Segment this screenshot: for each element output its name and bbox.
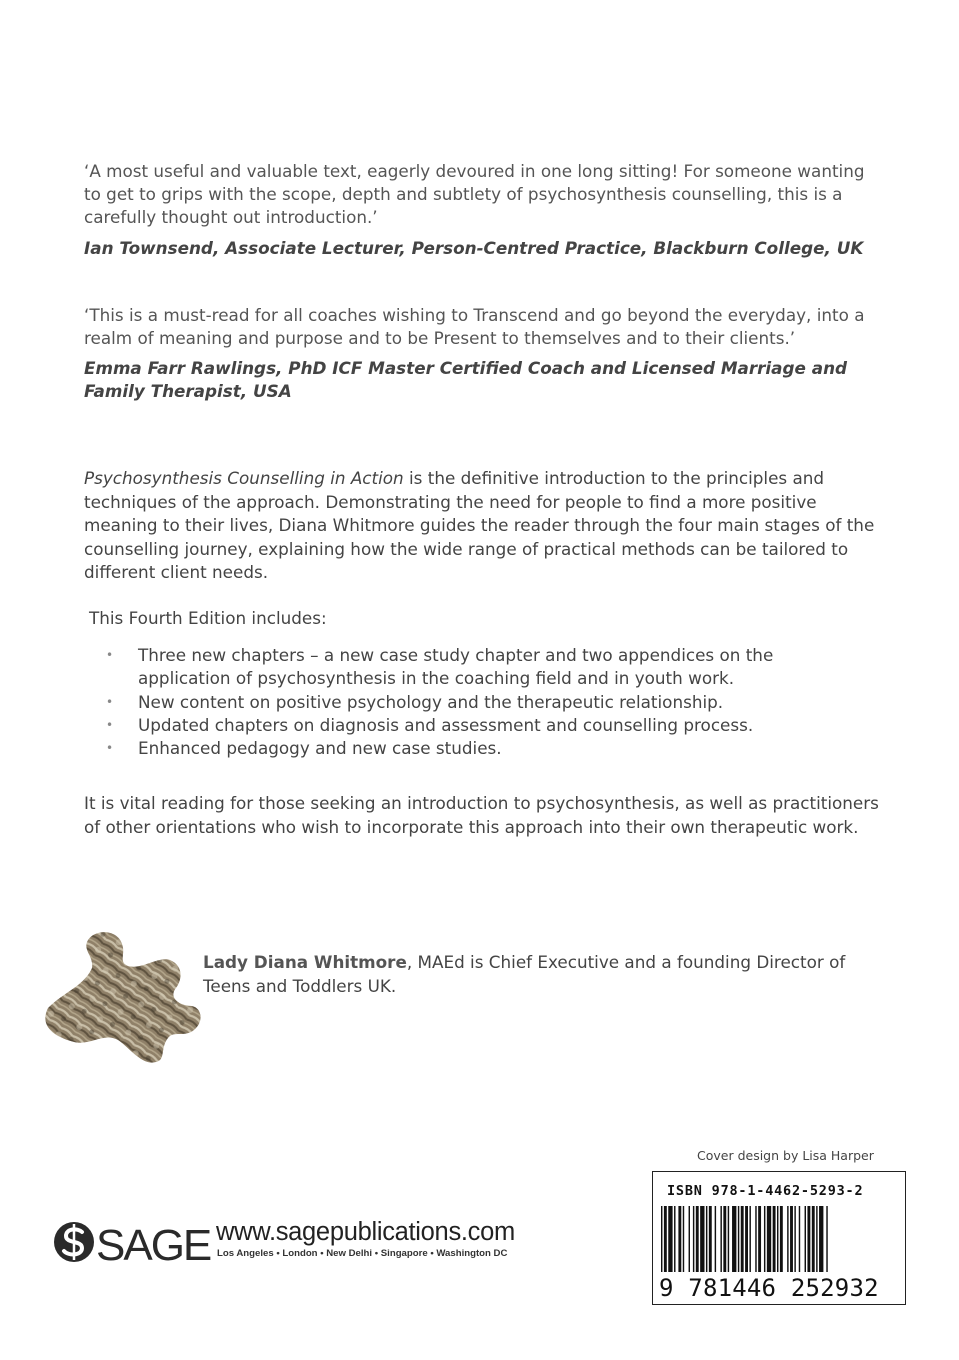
barcode-bar: [706, 1206, 707, 1272]
author-bio-text: , MAEd is Chief Executive and a founding Director of Teens and Toddlers UK.: [203, 952, 846, 996]
barcode-bar: [745, 1206, 748, 1272]
list-item: • New content on positive psychology and the therapeutic relationship.: [106, 691, 866, 714]
bullet-icon: •: [106, 741, 114, 756]
barcode-bar: [732, 1206, 736, 1272]
barcode-icon: [659, 1206, 899, 1276]
barcode-bar: [741, 1206, 744, 1272]
barcode-bar: [678, 1206, 681, 1272]
barcode-bar: [674, 1206, 675, 1272]
barcode-digits: 9 781446 252932: [659, 1274, 879, 1302]
barcode-bar: [764, 1206, 765, 1272]
barcode-bar: [826, 1206, 827, 1272]
barcode-bar: [816, 1206, 817, 1272]
book-description: [84, 467, 884, 585]
barcode-bar: [812, 1206, 815, 1272]
sage-logo-icon: [52, 1218, 212, 1266]
barcode-bar: [723, 1206, 726, 1272]
barcode-bar: [767, 1206, 771, 1272]
list-item: • Enhanced pedagogy and new case studies.: [106, 737, 866, 760]
quote-1-text: ‘A most useful and valuable text, eagerly devoured in one long sitting! For someone wanting to get to grips with the scope, depth and subtlety of psychosynthesis counselling, this is a carefully thought out introduction.’: [84, 161, 865, 227]
bullet-icon: •: [106, 648, 114, 662]
bullet-icon: •: [106, 694, 114, 709]
barcode-bar: [790, 1206, 793, 1272]
barcode-bar: [749, 1206, 750, 1272]
bullet-icon: •: [106, 717, 114, 732]
barcode-bar: [794, 1206, 795, 1272]
barcode-bar: [805, 1206, 806, 1272]
barcode-bar: [755, 1206, 756, 1272]
quote-1-attribution: Ian Townsend, Associate Lecturer, Person-Centred Practice, Blackburn College, UK: [84, 238, 864, 258]
barcode-bar: [780, 1206, 783, 1272]
edition-intro: This Fourth Edition includes:: [89, 608, 327, 628]
feature-list: [106, 644, 866, 760]
barcode-bar: [773, 1206, 776, 1272]
barcode-bar: [738, 1206, 739, 1272]
barcode-bar: [807, 1206, 810, 1272]
barcode-bar: [777, 1206, 778, 1272]
barcode: [652, 1171, 906, 1305]
svg-text:SAGE: SAGE: [96, 1221, 211, 1266]
puzzle-piece-icon: [34, 920, 204, 1065]
barcode-bar: [661, 1206, 662, 1272]
publisher-url[interactable]: www.sagepublications.com: [216, 1218, 515, 1246]
cover-credit: Cover design by Lisa Harper: [697, 1148, 874, 1163]
publisher-cities: Los Angeles • London • New Delhi • Singapore • Washington DC: [217, 1248, 508, 1259]
isbn-label: ISBN 978-1-4462-5293-2: [667, 1183, 864, 1199]
barcode-bar: [689, 1206, 690, 1272]
barcode-bar: [819, 1206, 823, 1272]
barcode-bar: [696, 1206, 699, 1272]
list-item: • Three new chapters – a new case study chapter and two appendices on the application of psychosynthesis in the coaching field and in youth work.: [106, 645, 774, 689]
quote-2-text: ‘This is a must-read for all coaches wishing to Transcend and go beyond the everyday, into a realm of meaning and purpose and to be Present to themselves and to their clients.’: [84, 305, 865, 348]
book-title: Psychosynthesis Counselling in Action: [84, 468, 404, 488]
barcode-bar: [709, 1206, 712, 1272]
barcode-bar: [683, 1206, 684, 1272]
barcode-bar: [693, 1206, 694, 1272]
barcode-bar: [728, 1206, 729, 1272]
author-name: Lady Diana Whitmore: [203, 952, 407, 972]
barcode-bar: [664, 1206, 667, 1272]
author-bio: [203, 951, 863, 998]
barcode-bar: [715, 1206, 716, 1272]
barcode-bar: [758, 1206, 761, 1272]
barcode-bar: [799, 1206, 800, 1272]
quote-2-attribution: Emma Farr Rawlings, PhD ICF Master Certified Coach and Licensed Marriage and Family Therapist, USA: [84, 358, 848, 401]
closing-paragraph: It is vital reading for those seeking an introduction to psychosynthesis, as well as practitioners of other orientations who wish to incorporate this approach into their own therapeutic work.: [84, 793, 879, 837]
barcode-bar: [720, 1206, 721, 1272]
description-text: is the definitive introduction to the principles and techniques of the approach. Demonstrating the need for people to find a more positive meaning to their lives, Diana Whitmore guides the reader through the four main stages of the counselling journey, explaining how the wide range of practical methods can be tailored to different client needs.: [84, 468, 875, 582]
barcode-bar: [668, 1206, 672, 1272]
list-item: • Updated chapters on diagnosis and assessment and counselling process.: [106, 714, 866, 737]
barcode-bar: [787, 1206, 788, 1272]
barcode-bar: [700, 1206, 704, 1272]
